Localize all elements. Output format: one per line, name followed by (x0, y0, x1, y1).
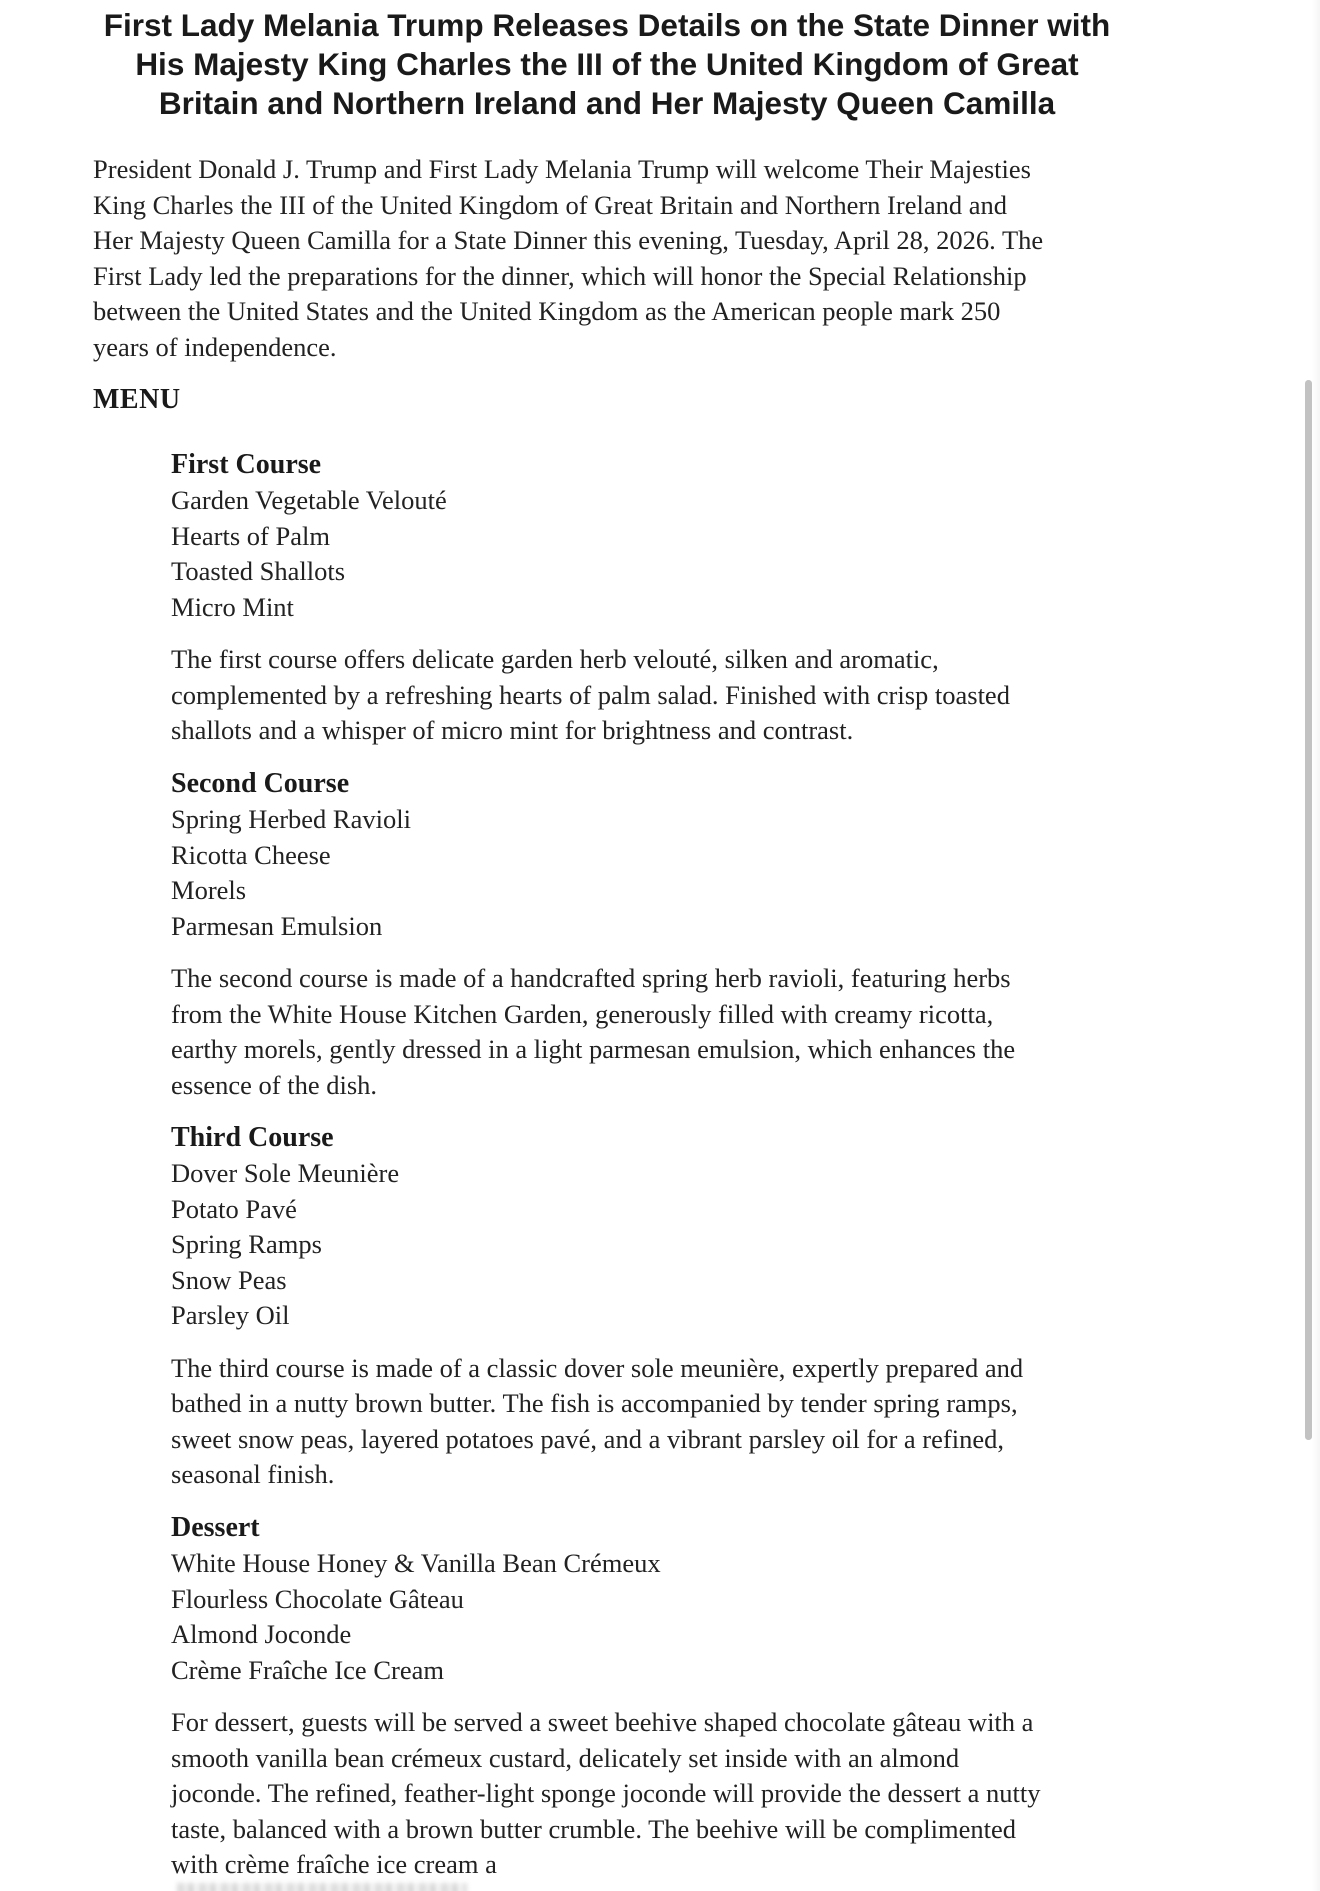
course-description (171, 961, 1131, 1103)
intro-line: President Donald J. Trump and First Lady Melania Trump will welcome Their Majesties (93, 154, 1031, 184)
description-line: bathed in a nutty brown butter. The fish is accompanied by tender spring ramps, (171, 1388, 1018, 1418)
menu-heading: MENU (93, 384, 181, 415)
redacted-watermark (177, 1883, 467, 1891)
course-title: Third Course (171, 1122, 334, 1153)
course-description (171, 642, 1131, 749)
course-second (171, 766, 1131, 1103)
headline-line: Britain and Northern Ireland and Her Majesty Queen Camilla (158, 85, 1056, 121)
description-line: complemented by a refreshing hearts of palm salad. Finished with crisp toasted (171, 679, 1010, 710)
course-items (171, 1156, 1131, 1334)
description-line-last (171, 1847, 1131, 1891)
description-line: The second course is made of a handcrafted spring herb ravioli, featuring herbs (171, 963, 1011, 993)
intro-paragraph (93, 152, 1153, 365)
intro-line: First Lady led the preparations for the dinner, which will honor the Special Relationship (93, 260, 1027, 291)
menu-item: Almond Joconde (171, 1619, 352, 1649)
intro-line: years of independence. (93, 331, 337, 362)
course-title: Second Course (171, 768, 350, 799)
course-dessert (171, 1510, 1131, 1891)
page-edge-shadow (1312, 0, 1320, 1891)
menu-item: Toasted Shallots (171, 556, 346, 586)
description-line: For dessert, guests will be served a sweet beehive shaped chocolate gâteau with a (171, 1707, 1034, 1737)
menu-item: Parsley Oil (171, 1300, 290, 1330)
menu-item: Morels (171, 875, 247, 905)
course-third (171, 1120, 1131, 1493)
description-line: essence of the dish. (171, 1069, 378, 1100)
headline-line: His Majesty King Charles the III of the United Kingdom of Great (135, 46, 1079, 82)
headline-line: First Lady Melania Trump Releases Details on the State Dinner with (103, 7, 1111, 43)
menu-item: Spring Herbed Ravioli (171, 804, 411, 834)
description-line: The third course is made of a classic dover sole meunière, expertly prepared and (171, 1352, 1024, 1383)
description-line: taste, balanced with a brown butter crumble. The beehive will be complimented (171, 1813, 1017, 1844)
description-line: smooth vanilla bean crémeux custard, delicately set inside with an almond (171, 1742, 960, 1773)
description-line: seasonal finish. (171, 1459, 335, 1489)
description-line: from the White House Kitchen Garden, generously filled with creamy ricotta, (171, 998, 994, 1029)
scrollbar-thumb[interactable] (1305, 380, 1312, 1440)
intro-line: King Charles the III of the United Kingdom of Great Britain and Northern Ireland and (93, 189, 1007, 220)
course-items (171, 802, 1131, 944)
description-line-text: with crème fraîche ice cream a (171, 1849, 497, 1879)
intro-line: Her Majesty Queen Camilla for a State Dinner this evening, Tuesday, April 28, 2026. The (93, 225, 1044, 255)
menu-item: Crème Fraîche Ice Cream (171, 1654, 444, 1685)
course-description (171, 1351, 1131, 1493)
menu-item: Hearts of Palm (171, 520, 330, 551)
description-line: joconde. The refined, feather-light sponge joconde will provide the dessert a nutty (171, 1778, 1041, 1808)
course-first (171, 447, 1131, 749)
menu-item: Dover Sole Meunière (171, 1158, 400, 1188)
menu-item: Flourless Chocolate Gâteau (171, 1583, 464, 1614)
description-line: earthy morels, gently dressed in a light parmesan emulsion, which enhances the (171, 1034, 1016, 1064)
description-line: The first course offers delicate garden herb velouté, silken and aromatic, (171, 644, 939, 674)
menu-item: Garden Vegetable Velouté (171, 485, 447, 515)
course-items (171, 1546, 1131, 1688)
menu-item: Potato Pavé (171, 1193, 297, 1224)
menu-item: White House Honey & Vanilla Bean Crémeux (171, 1548, 661, 1578)
menu-item: Snow Peas (171, 1264, 287, 1295)
menu-item: Parmesan Emulsion (171, 910, 383, 941)
description-line: shallots and a whisper of micro mint for brightness and contrast. (171, 715, 854, 745)
headline (92, 6, 1122, 123)
menu-item: Micro Mint (171, 591, 294, 622)
description-line: sweet snow peas, layered potatoes pavé, and a vibrant parsley oil for a refined, (171, 1423, 1004, 1454)
menu-item: Ricotta Cheese (171, 839, 331, 870)
course-items (171, 483, 1131, 625)
intro-line: between the United States and the United Kingdom as the American people mark 250 (93, 296, 1001, 326)
course-title: First Course (171, 449, 322, 480)
course-title: Dessert (171, 1512, 260, 1543)
course-description (171, 1705, 1131, 1891)
menu-item: Spring Ramps (171, 1229, 322, 1259)
